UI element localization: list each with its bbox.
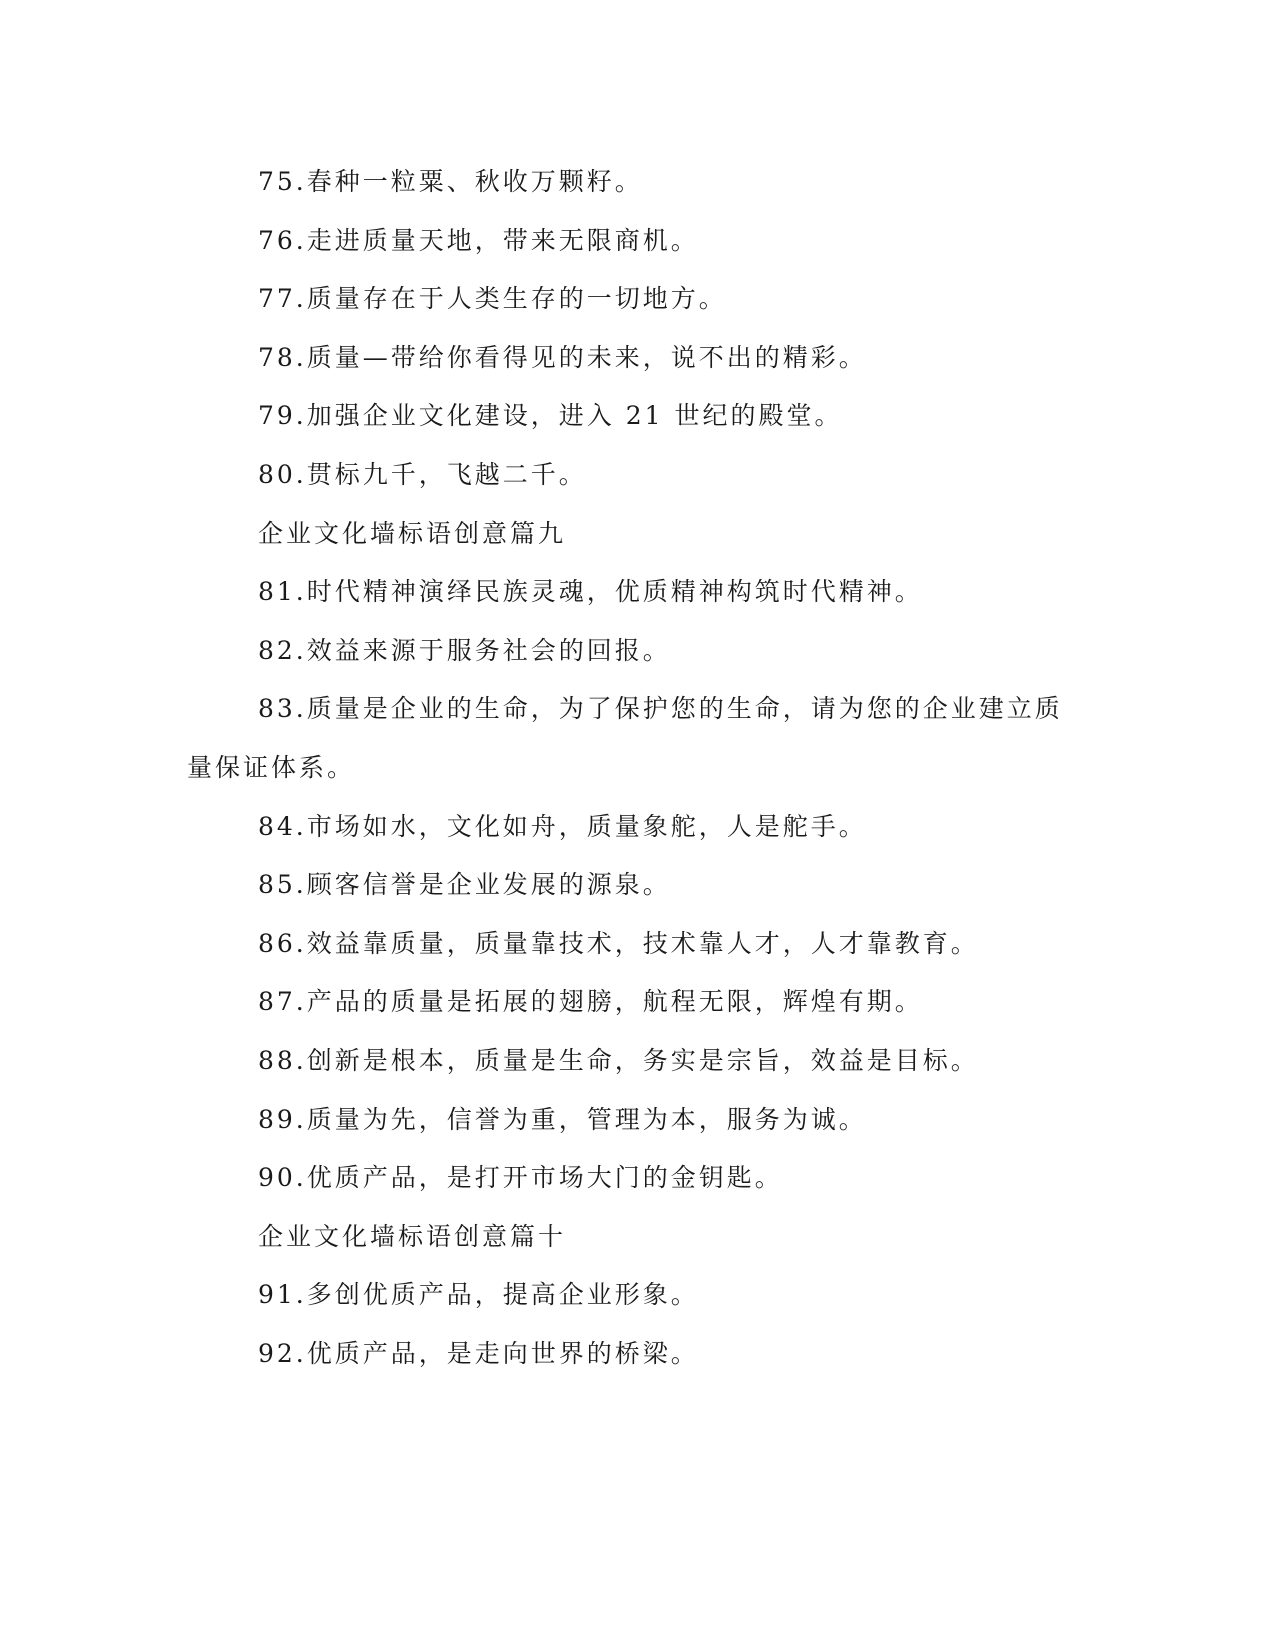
slogan-82: 82.效益来源于服务社会的回报。 (258, 636, 671, 665)
slogan-86: 86.效益靠质量，质量靠技术，技术靠人才，人才靠教育。 (258, 929, 979, 958)
slogan-75: 75.春种一粒粟、秋收万颗籽。 (258, 167, 643, 196)
slogan-84: 84.市场如水，文化如舟，质量象舵，人是舵手。 (258, 812, 867, 841)
slogan-89: 89.质量为先，信誉为重，管理为本，服务为诚。 (258, 1105, 867, 1134)
slogan-77: 77.质量存在于人类生存的一切地方。 (258, 284, 727, 313)
slogan-88: 88.创新是根本，质量是生命，务实是宗旨，效益是目标。 (258, 1046, 979, 1075)
slogan-92: 92.优质产品，是走向世界的桥梁。 (258, 1339, 699, 1368)
section-heading-9: 企业文化墙标语创意篇九 (258, 519, 567, 548)
slogan-83: 83.质量是企业的生命，为了保护您的生命，请为您的企业建立质 (258, 694, 1063, 723)
slogan-83-continuation: 量保证体系。 (187, 753, 356, 782)
slogan-80: 80.贯标九千，飞越二千。 (258, 460, 587, 489)
slogan-85: 85.顾客信誉是企业发展的源泉。 (258, 870, 671, 899)
slogan-76: 76.走进质量天地，带来无限商机。 (258, 226, 699, 255)
section-heading-10: 企业文化墙标语创意篇十 (258, 1222, 567, 1251)
slogan-90: 90.优质产品，是打开市场大门的金钥匙。 (258, 1163, 783, 1192)
slogan-81: 81.时代精神演绎民族灵魂，优质精神构筑时代精神。 (258, 577, 923, 606)
slogan-78: 78.质量—带给你看得见的未来，说不出的精彩。 (258, 343, 867, 372)
slogan-87: 87.产品的质量是拓展的翅膀，航程无限，辉煌有期。 (258, 987, 923, 1016)
slogan-91: 91.多创优质产品，提高企业形象。 (258, 1280, 699, 1309)
slogan-79: 79.加强企业文化建设，进入 21 世纪的殿堂。 (258, 401, 843, 430)
